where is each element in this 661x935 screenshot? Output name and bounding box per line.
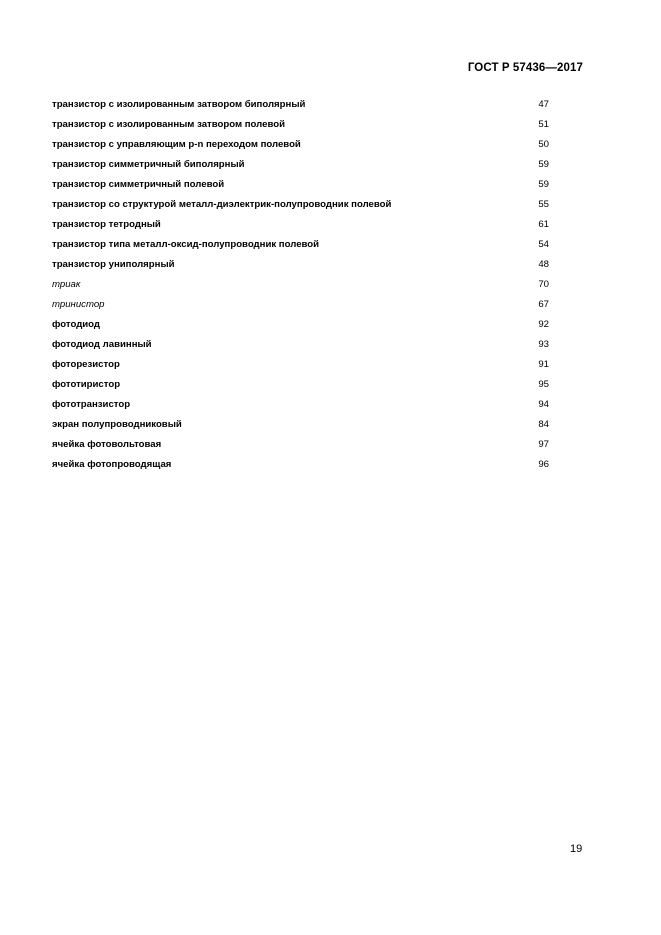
index-entry bbox=[52, 137, 549, 157]
index-term: транзистор типа металл-оксид-полупроводник полевой bbox=[52, 239, 320, 250]
index-term: фоторезистор bbox=[52, 359, 120, 370]
index-term: транзистор с управляющим p-n переходом полевой bbox=[52, 139, 301, 150]
index-page-ref: 55 bbox=[538, 199, 549, 210]
index-term: ячейка фотопроводящая bbox=[52, 459, 172, 470]
index-page-ref: 93 bbox=[538, 339, 549, 350]
index-page-ref: 48 bbox=[538, 259, 549, 270]
index-term: фототиристор bbox=[52, 379, 121, 390]
index-entry bbox=[52, 397, 549, 417]
index-page-ref: 59 bbox=[538, 179, 549, 190]
page-number: 19 bbox=[570, 843, 583, 855]
index-entry bbox=[52, 357, 549, 377]
index-page-ref: 70 bbox=[538, 279, 549, 290]
index-term: экран полупроводниковый bbox=[52, 419, 182, 430]
index-term: транзистор с изолированным затвором полевой bbox=[52, 119, 285, 130]
index-page-ref: 84 bbox=[538, 419, 549, 430]
index-term: транзистор симметричный полевой bbox=[52, 179, 225, 190]
index-page-ref: 61 bbox=[538, 219, 549, 230]
index-entry bbox=[52, 177, 549, 197]
index-term: транзистор симметричный биполярный bbox=[52, 159, 245, 170]
index-term: ячейка фотовольтовая bbox=[52, 439, 162, 450]
index-entry bbox=[52, 217, 549, 237]
index-term: фототранзистор bbox=[52, 399, 131, 410]
index-page-ref: 51 bbox=[538, 119, 549, 130]
index-page-ref: 92 bbox=[538, 319, 549, 330]
index-entry bbox=[52, 377, 549, 397]
index-entry bbox=[52, 197, 549, 217]
index-term: фотодиод лавинный bbox=[52, 339, 152, 350]
index-page-ref: 95 bbox=[538, 379, 549, 390]
index-page-ref: 67 bbox=[538, 299, 549, 310]
index-entry bbox=[52, 337, 549, 357]
index-entry bbox=[52, 317, 549, 337]
index-entry bbox=[52, 257, 549, 277]
index-page-ref: 50 bbox=[538, 139, 549, 150]
index-entry bbox=[52, 97, 549, 117]
index-entry bbox=[52, 277, 549, 297]
index-term: транзистор униполярный bbox=[52, 259, 175, 270]
index-page-ref: 97 bbox=[538, 439, 549, 450]
index-page-ref: 91 bbox=[538, 359, 549, 370]
index-entry bbox=[52, 417, 549, 437]
index-term: транзистор тетродный bbox=[52, 219, 161, 230]
index-term: фотодиод bbox=[52, 319, 101, 330]
index-term: транзистор с изолированным затвором биполярный bbox=[52, 99, 306, 110]
index-entry bbox=[52, 457, 549, 477]
index-term: транзистор со структурой металл-диэлектрик-полупроводник полевой bbox=[52, 199, 392, 210]
index-term: тринистор bbox=[52, 299, 105, 310]
index-page-ref: 59 bbox=[538, 159, 549, 170]
index-entry bbox=[52, 117, 549, 137]
index-page-ref: 96 bbox=[538, 459, 549, 470]
alphabetical-index bbox=[52, 97, 549, 477]
index-entry bbox=[52, 297, 549, 317]
index-page-ref: 54 bbox=[538, 239, 549, 250]
index-entry bbox=[52, 237, 549, 257]
index-term: триак bbox=[52, 279, 81, 290]
standard-header: ГОСТ Р 57436—2017 bbox=[467, 62, 583, 74]
index-page-ref: 94 bbox=[538, 399, 549, 410]
index-entry bbox=[52, 157, 549, 177]
index-entry bbox=[52, 437, 549, 457]
index-page-ref: 47 bbox=[538, 99, 549, 110]
